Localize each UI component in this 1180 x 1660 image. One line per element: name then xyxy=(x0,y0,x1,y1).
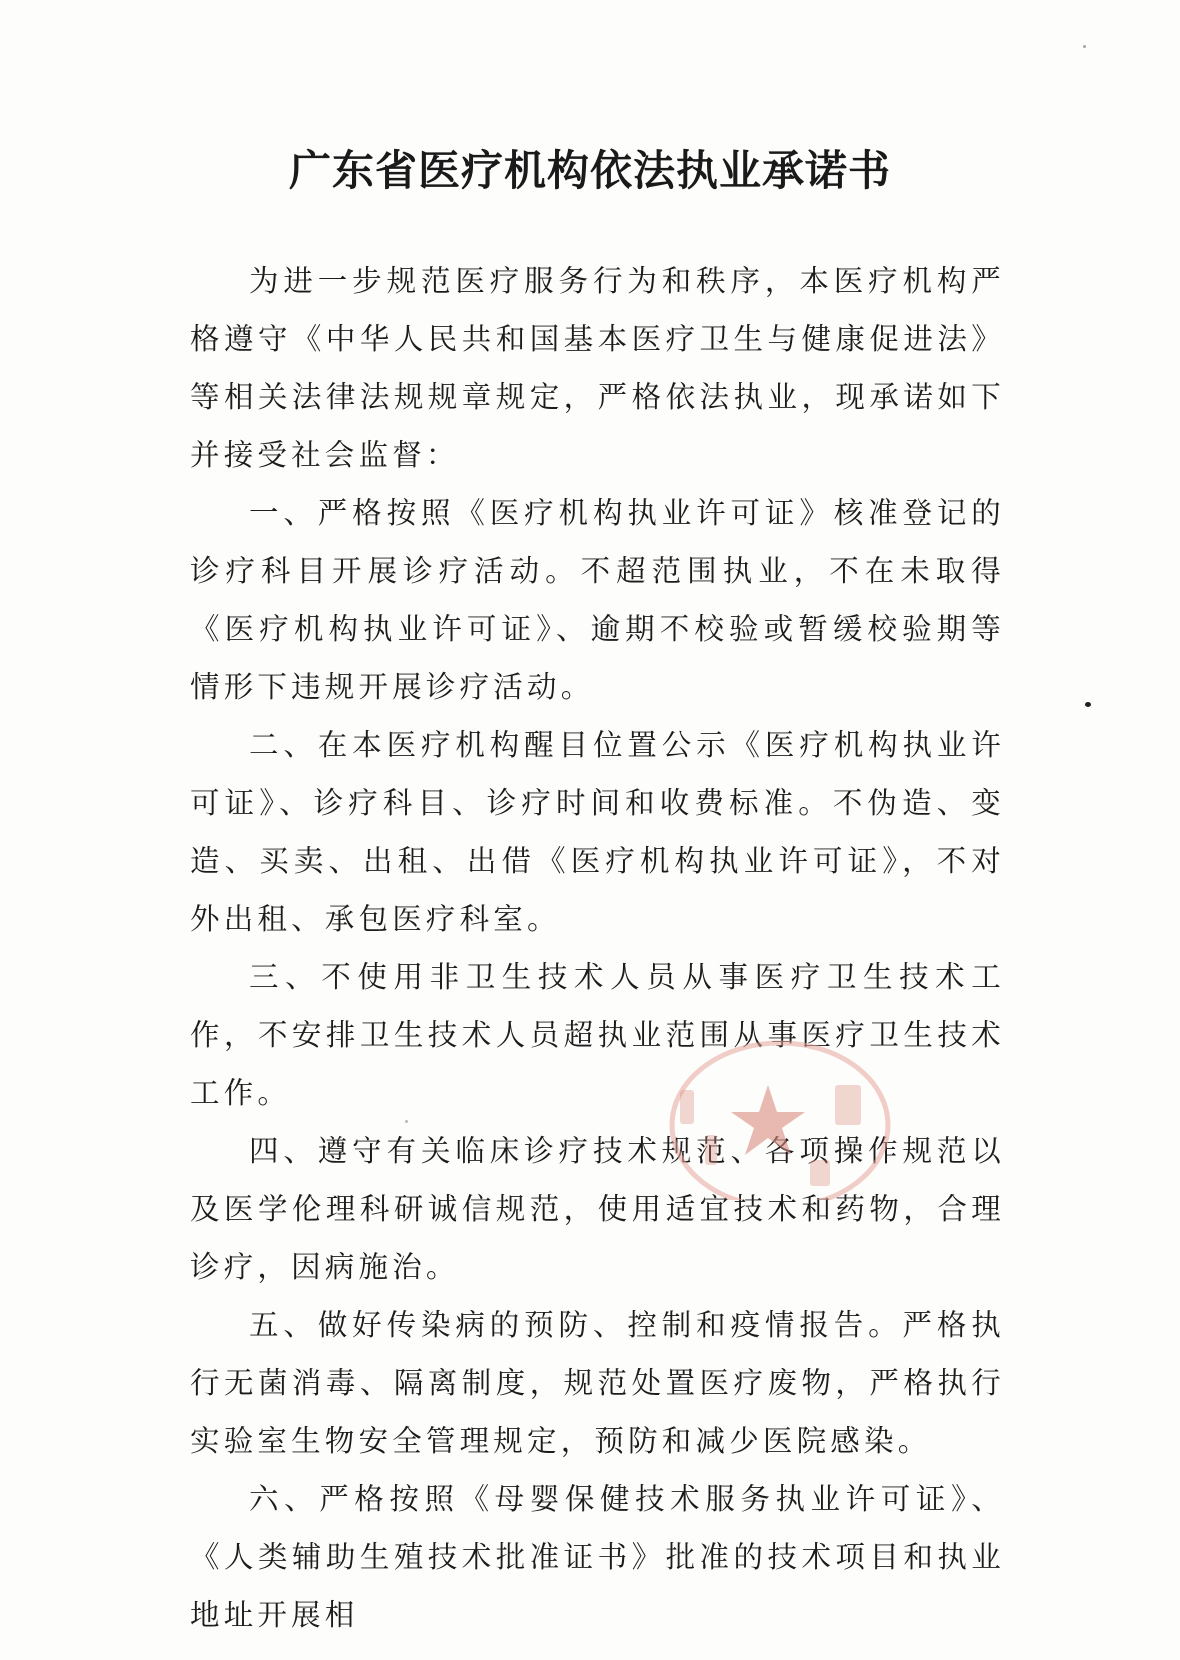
paragraph-2: 二、在本医疗机构醒目位置公示《医疗机构执业许可证》、诊疗科目、诊疗时间和收费标准。不伪造、变造、买卖、出租、出借《医疗机构执业许可证》，不对外出租、承包医疗科室。 xyxy=(190,728,1005,936)
paragraph-1: 一、严格按照《医疗机构执业许可证》核准登记的诊疗科目开展诊疗活动。不超范围执业，不在未取得《医疗机构执业许可证》、逾期不校验或暂缓校验期等情形下违规开展诊疗活动。 xyxy=(190,496,1005,704)
paragraph-5: 五、做好传染病的预防、控制和疫情报告。严格执行无菌消毒、隔离制度，规范处置医疗废物，严格执行实验室生物安全管理规定，预防和减少医院感染。 xyxy=(190,1308,1005,1458)
document-body xyxy=(190,252,1005,1644)
paragraph-4: 四、遵守有关临床诊疗技术规范、各项操作规范以及医学伦理科研诚信规范，使用适宜技术和药物，合理诊疗，因病施治。 xyxy=(190,1134,1005,1284)
paragraph-3: 三、不使用非卫生技术人员从事医疗卫生技术工作，不安排卫生技术人员超执业范围从事医疗卫生技术工作。 xyxy=(190,960,1005,1110)
star-icon xyxy=(731,1085,805,1155)
scan-speck xyxy=(355,1140,358,1143)
document-title: 广东省医疗机构依法执业承诺书 xyxy=(288,146,891,195)
scan-speck xyxy=(1085,702,1091,707)
scan-speck xyxy=(1083,45,1086,48)
official-seal xyxy=(660,1030,910,1200)
paragraph-intro: 为进一步规范医疗服务行为和秩序，本医疗机构严格遵守《中华人民共和国基本医疗卫生与健康促进法》等相关法律法规规章规定，严格依法执业，现承诺如下并接受社会监督： xyxy=(190,264,1005,472)
scan-speck xyxy=(405,1120,408,1123)
paragraph-6: 六、严格按照《母婴保健技术服务执业许可证》、《人类辅助生殖技术批准证书》批准的技术项目和执业地址开展相 xyxy=(190,1482,1005,1632)
